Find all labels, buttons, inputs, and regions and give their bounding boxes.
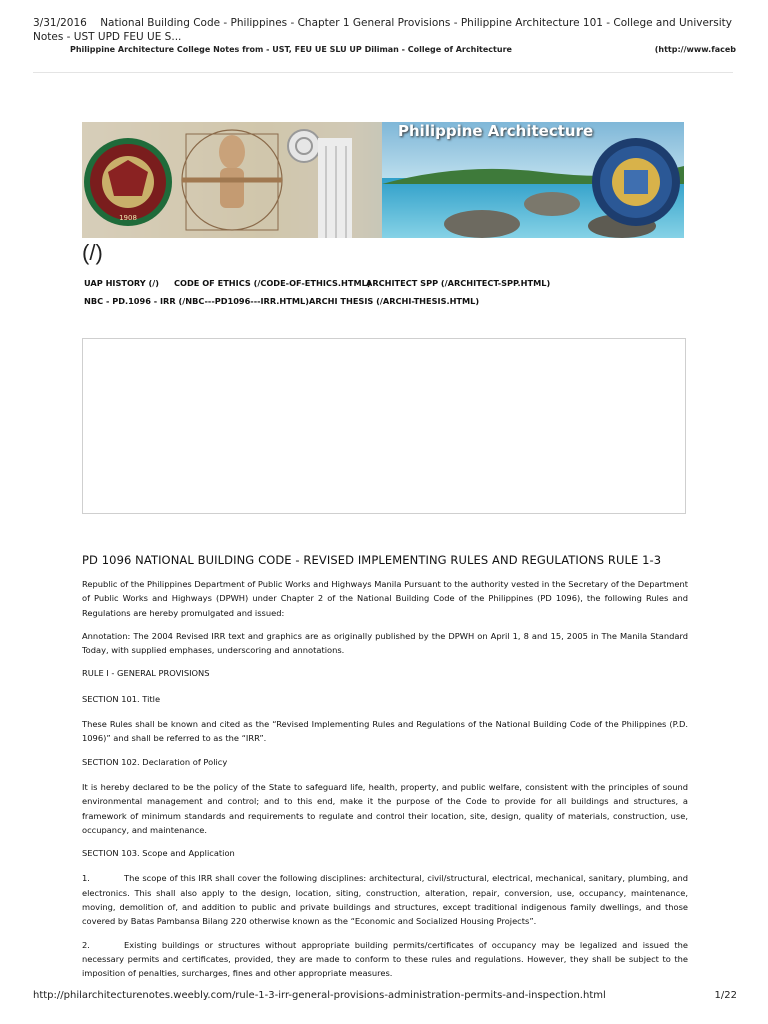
nav-item-archi-thesis[interactable]: ARCHI THESIS (/ARCHI-THESIS.HTML) xyxy=(309,296,480,306)
section-101-body: These Rules shall be known and cited as the “Revised Implementing Rules and Regulations of the National Building Code of the Philippines (P.D. 1096)” and shall be referred to as the “IRR”. xyxy=(82,719,688,744)
site-tagline: Philippine Architecture College Notes from - UST, FEU UE SLU UP Diliman - College of Architecture xyxy=(70,45,512,54)
divider xyxy=(33,72,733,73)
print-date: 3/31/2016 xyxy=(33,17,87,29)
print-footer xyxy=(33,990,737,1001)
home-link[interactable]: (/) xyxy=(82,240,103,265)
item-text: Existing buildings or structures without appropriate building permits/certificates of occupancy may be legalized and issued the necessary permits and certificates, provided, they are made to conform to these rules and regulations. However, they shall be subject to the imposition of penalties, surcharges, fines and other appropriate measures. xyxy=(82,939,688,979)
section-103-item-1 xyxy=(82,871,688,928)
section-102-heading: SECTION 102. Declaration of Policy xyxy=(82,756,228,767)
print-title: National Building Code - Philippines - Chapter 1 General Provisions - Philippine Architecture 101 - College and University Notes - UST UPD FEU UE S... xyxy=(33,17,732,43)
article xyxy=(82,553,688,990)
item-text: The scope of this IRR shall cover the following disciplines: architectural, civil/structural, electrical, mechanical, sanitary, plumbing, and electronics. This shall also apply to the design, location, siting, construction, alteration, repair, conversion, use, occupancy, maintenance, moving, demolition of, and addition to public and private buildings and structures, except traditional indigenous family dwellings, and those covered by Batas Pambansa Bilang 220 otherwise known as the “Economic and Socialized Housing Projects”. xyxy=(82,873,688,927)
banner-title: Philippine Architecture xyxy=(398,122,594,140)
item-number: 1. xyxy=(82,873,90,884)
nav-item-code-of-ethics[interactable]: CODE OF ETHICS (/CODE-OF-ETHICS.HTML) xyxy=(174,278,371,288)
nav-item-uap-history[interactable]: UAP HISTORY (/) xyxy=(84,278,160,288)
page-url: http://philarchitecturenotes.weebly.com/rule-1-3-irr-general-provisions-administration-permits-and-inspection.html xyxy=(33,990,606,1001)
section-103-heading: SECTION 103. Scope and Application xyxy=(82,848,235,859)
site-banner[interactable] xyxy=(82,122,684,238)
article-intro: Republic of the Philippines Department of Public Works and Highways Manila Pursuant to the authority vested in the Secretary of the Department of Public Works and Highways (DPWH) under Chapter 2 of the National Building Code of the Philippines (PD 1096), the following Rules and Regulations are hereby promulgated and issued: xyxy=(82,579,688,618)
banner-artwork xyxy=(82,122,684,238)
print-header xyxy=(33,16,743,44)
left-seal-year: 1908 xyxy=(119,214,137,222)
item-number: 2. xyxy=(82,939,90,950)
article-title: PD 1096 NATIONAL BUILDING CODE - REVISED IMPLEMENTING RULES AND REGULATIONS RULE 1-3 xyxy=(82,553,662,567)
section-103-item-2 xyxy=(82,938,688,981)
facebook-link[interactable]: (http://www.faceb xyxy=(654,45,736,54)
nav-item-architect-spp[interactable]: ARCHITECT SPP (/ARCHITECT-SPP.HTML) xyxy=(366,278,551,288)
rule-heading: RULE I - GENERAL PROVISIONS xyxy=(82,668,210,679)
section-102-body: It is hereby declared to be the policy of the State to safeguard life, health, property, and public welfare, consistent with the principles of sound environmental management and control; and to this end, make it the purpose of the Code to provide for all buildings and structures, a framework of minimum standards and requirements to regulate and control their location, site, design, quality of materials, construction, use, occupancy, and maintenance. xyxy=(82,781,688,835)
embed-placeholder-box xyxy=(82,338,686,514)
nav-item-nbc-irr[interactable]: NBC - PD.1096 - IRR (/NBC---PD1096---IRR.HTML) xyxy=(84,296,309,306)
site-strip xyxy=(70,45,740,54)
article-annotation: Annotation: The 2004 Revised IRR text and graphics are as originally published by the DPWH on April 1, 8 and 15, 2005 in The Manila Standard Today, with supplied emphases, underscoring and annotations. xyxy=(82,630,688,656)
section-101-heading: SECTION 101. Title xyxy=(82,693,161,704)
page-number: 1/22 xyxy=(714,990,737,1001)
